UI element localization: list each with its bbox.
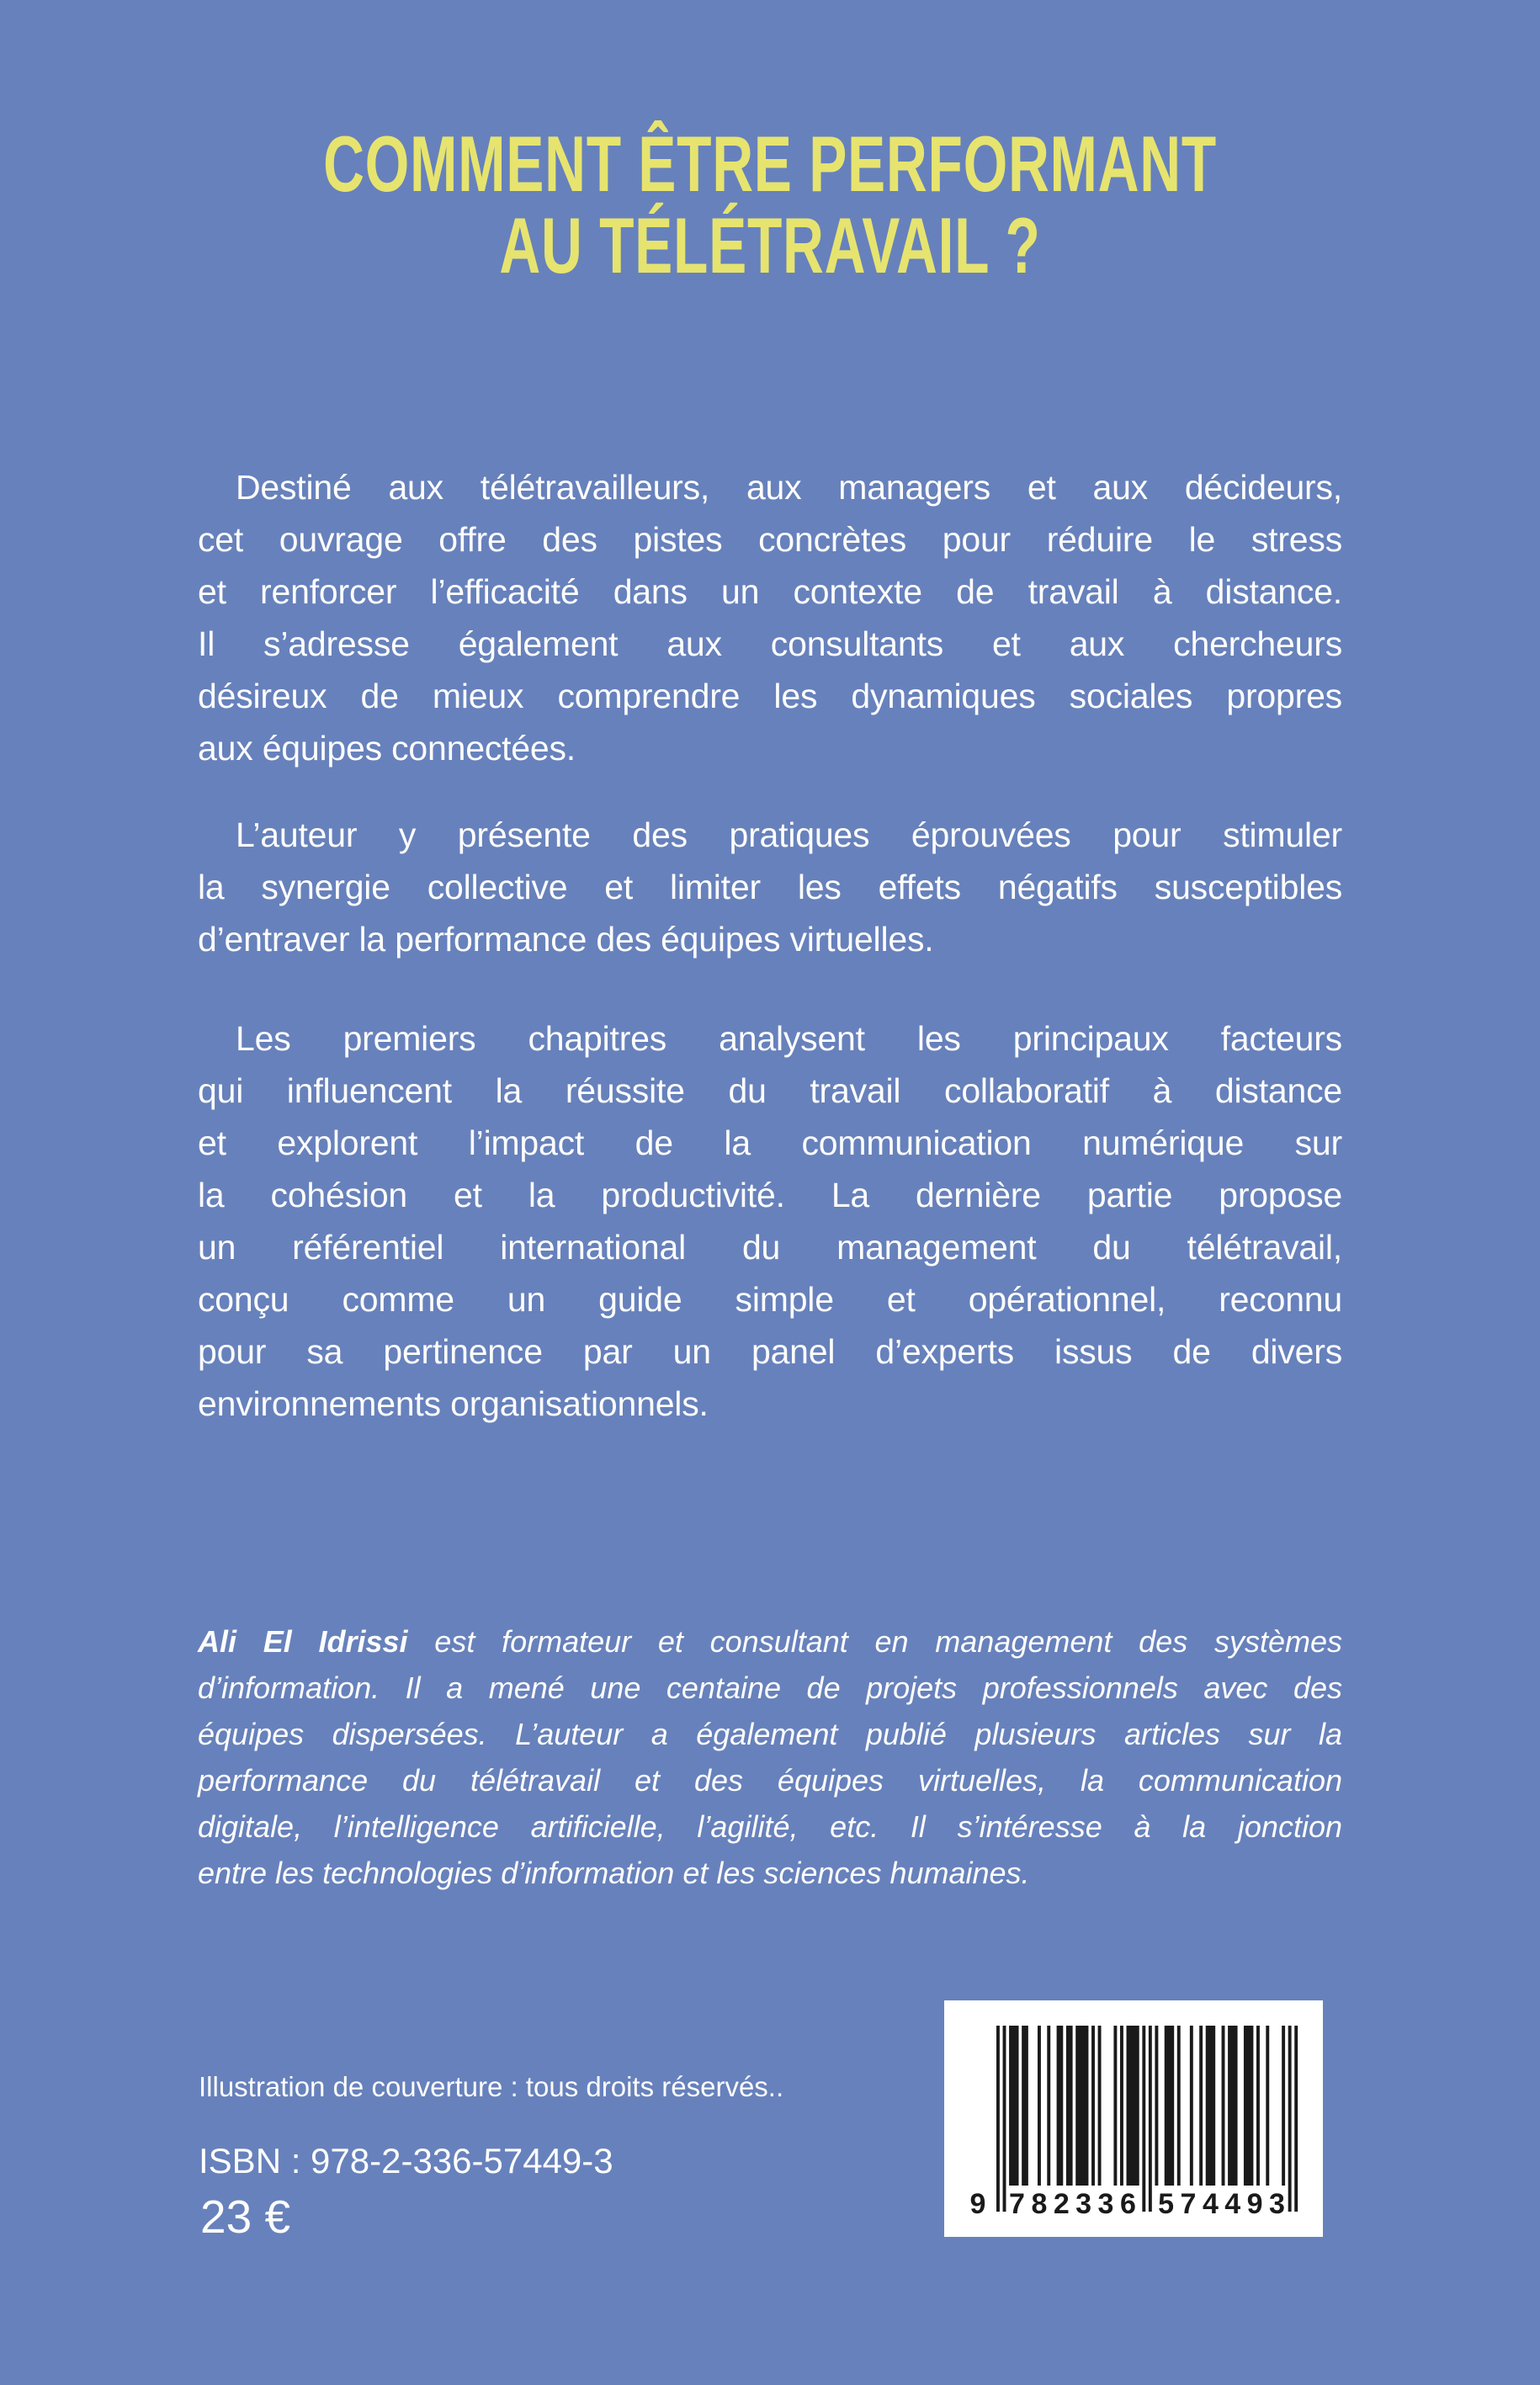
barcode-digit: 6: [1119, 2188, 1136, 2220]
barcode-digit: 9: [969, 2188, 986, 2220]
barcode-digit: 8: [1031, 2188, 1048, 2220]
barcode-digit: 2: [1053, 2188, 1070, 2220]
bio-first-line-text: est formateur et consultant en management des systèmes: [407, 1624, 1342, 1659]
barcode-bar: [1294, 2026, 1298, 2212]
barcode-bar: [1288, 2026, 1292, 2212]
barcode-bar: [1038, 2026, 1041, 2186]
book-title-line-1: COMMENT ÊTRE PERFORMANT: [323, 120, 1217, 208]
barcode-digit: 5: [1158, 2188, 1175, 2220]
barcode-bar: [1256, 2026, 1260, 2186]
barcode-svg: [944, 2000, 1323, 2237]
barcode-bar: [1120, 2026, 1123, 2186]
barcode-digit: 9: [1246, 2188, 1263, 2220]
text-line: un référentiel international du management du télétravail,: [198, 1228, 1342, 1267]
text-line: entre les technologies d’information et les sciences humaines.: [198, 1856, 1030, 1890]
barcode-bar: [1165, 2026, 1174, 2186]
barcode-bar: [1228, 2026, 1237, 2186]
book-title: [0, 120, 1540, 289]
barcode-bar: [1003, 2026, 1006, 2212]
text-line: et renforcer l’efficacité dans un contexte de travail à distance.: [198, 572, 1342, 611]
text-line: aux équipes connectées.: [198, 729, 576, 768]
text-line: cet ouvrage offre des pistes concrètes pour réduire le stress: [198, 520, 1342, 559]
text-line: et explorent l’impact de la communication numérique sur: [198, 1123, 1342, 1162]
barcode-digit: 3: [1269, 2188, 1285, 2220]
barcode-bar: [1066, 2026, 1073, 2186]
author-bio: [198, 1618, 1342, 1896]
barcode-digit: 3: [1097, 2188, 1114, 2220]
barcode-bar: [1190, 2026, 1193, 2186]
barcode-bar: [1142, 2026, 1145, 2212]
barcode-bar: [1155, 2026, 1158, 2186]
text-line: d’information. Il a mené une centaine de projets professionnels avec des: [198, 1671, 1342, 1705]
barcode-bar: [1149, 2026, 1152, 2212]
text-line: la synergie collective et limiter les effets négatifs susceptibles: [198, 868, 1342, 906]
barcode-digit: 4: [1224, 2188, 1241, 2220]
barcode-bar: [1266, 2026, 1269, 2186]
barcode-digit: 4: [1202, 2188, 1219, 2220]
text-line: désireux de mieux comprendre les dynamiques sociales propres: [198, 677, 1342, 715]
barcode-bar: [1022, 2026, 1028, 2186]
barcode-bar: [1047, 2026, 1050, 2186]
barcode-bar: [1098, 2026, 1102, 2186]
price-text: 23 €: [200, 2191, 291, 2243]
barcode-bar: [1206, 2026, 1215, 2186]
barcode-bar: [1075, 2026, 1088, 2186]
bio-first-line: [198, 1618, 1342, 1665]
text-line: la cohésion et la productivité. La dernière partie propose: [198, 1176, 1342, 1214]
barcode-digit: 7: [1009, 2188, 1025, 2220]
text-line: Il s’adresse également aux consultants et aux chercheurs: [198, 624, 1342, 663]
barcode-bar: [996, 2026, 1000, 2212]
text-line: pour sa pertinence par un panel d’experts issus de divers: [198, 1332, 1342, 1371]
barcode-digit: 3: [1075, 2188, 1092, 2220]
bio-lines: [198, 1665, 1342, 1896]
text-line: environnements organisationnels.: [198, 1384, 709, 1423]
text-line: Destiné aux télétravailleurs, aux managers et aux décideurs,: [236, 468, 1342, 507]
text-line: d’entraver la performance des équipes virtuelles.: [198, 920, 934, 959]
text-line: L’auteur y présente des pratiques éprouvées pour stimuler: [236, 815, 1342, 854]
barcode-bar: [1091, 2026, 1095, 2186]
barcode-bar: [1222, 2026, 1225, 2186]
barcode-bar: [1127, 2026, 1139, 2186]
barcode: [944, 2000, 1323, 2237]
synopsis-paragraph-1: [198, 461, 1342, 774]
barcode-bar: [1113, 2026, 1117, 2186]
author-name: Ali El Idrissi: [198, 1624, 408, 1659]
synopsis-paragraph-3: [198, 1012, 1342, 1430]
text-line: Les premiers chapitres analysent les principaux facteurs: [236, 1019, 1342, 1058]
barcode-bar: [1177, 2026, 1181, 2186]
barcode-bar: [1009, 2026, 1018, 2186]
barcode-bar: [1282, 2026, 1285, 2186]
barcode-bar: [1057, 2026, 1064, 2186]
text-line: équipes dispersées. L’auteur a également publié plusieurs articles sur la: [198, 1717, 1342, 1751]
book-title-line-2: AU TÉLÉTRAVAIL ?: [499, 201, 1041, 289]
text-line: qui influencent la réussite du travail collaboratif à distance: [198, 1071, 1342, 1110]
text-line: performance du télétravail et des équipes virtuelles, la communication: [198, 1763, 1342, 1798]
barcode-digit: 7: [1180, 2188, 1197, 2220]
barcode-bar: [1199, 2026, 1203, 2186]
text-line: digitale, l’intelligence artificielle, l’agilité, etc. Il s’intéresse à la jonction: [198, 1809, 1342, 1844]
synopsis-paragraph-2: [198, 809, 1342, 965]
text-line: conçu comme un guide simple et opérationnel, reconnu: [198, 1280, 1342, 1319]
isbn-text: ISBN : 978-2-336-57449-3: [199, 2141, 613, 2180]
illustration-credit: Illustration de couverture : tous droits réservés..: [199, 2071, 784, 2102]
barcode-bar: [1244, 2026, 1253, 2186]
